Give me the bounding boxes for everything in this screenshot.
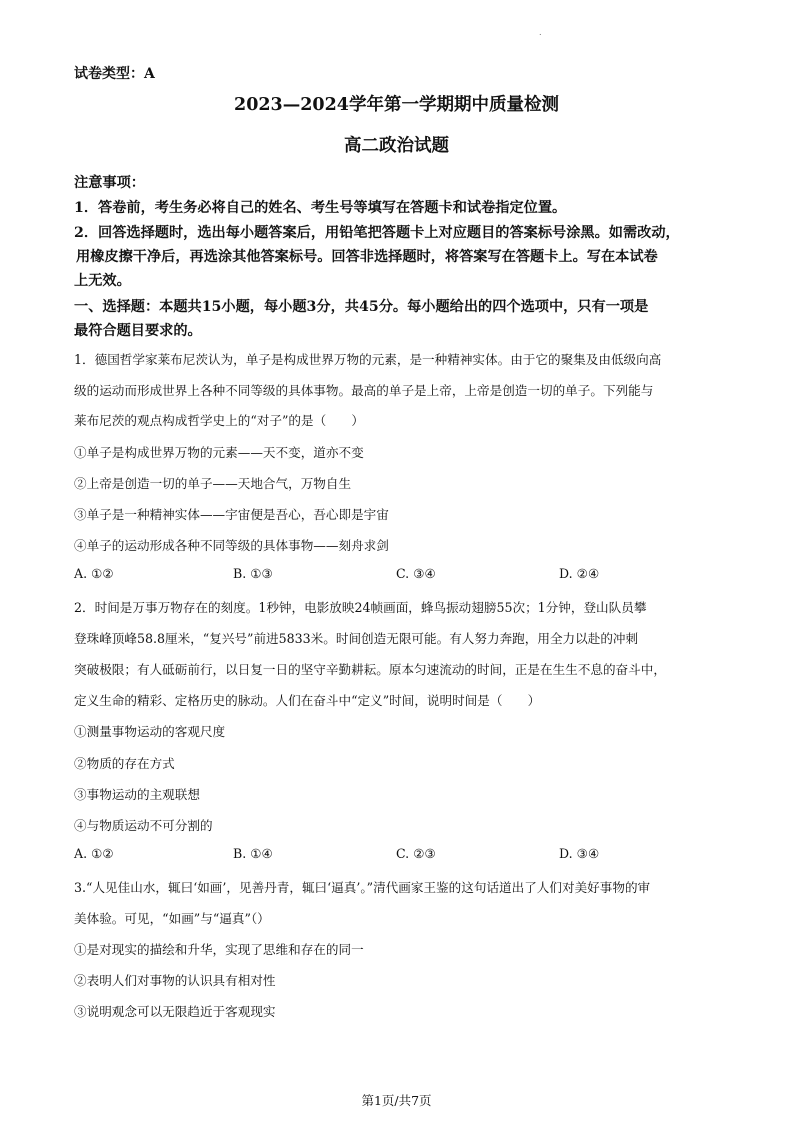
q2-item-2: ②物质的存在方式 — [74, 756, 175, 771]
q1-item-3: ③单子是一种精神实体——宇宙便是吾心，吾心即是宇宙 — [74, 507, 389, 522]
q3-item-2: ②表明人们对事物的认识具有相对性 — [74, 973, 276, 988]
q3-stem-1: 3.“人见佳山水，辄曰‘如画’，见善丹青，辄曰‘逼真’。”清代画家王鉴的这句话道出了人们对美好事物的审 — [74, 880, 651, 895]
q2-option-d: D. ③④ — [559, 846, 600, 861]
q3-item-1: ①是对现实的描绘和升华，实现了思维和存在的同一 — [74, 942, 364, 957]
section-heading-1: 一、选择题：本题共15小题，每小题3分，共45分。每小题给出的四个选项中，只有一项是 — [74, 299, 649, 315]
q2-stem-4: 定义生命的精彩、定格历史的脉动。人们在奋斗中“定义”时间，说明时间是（ ） — [74, 693, 541, 708]
q2-option-b: B. ①④ — [233, 846, 273, 861]
q2-item-1: ①测量事物运动的客观尺度 — [74, 724, 226, 739]
notes-line-2c: 上无效。 — [74, 273, 131, 289]
q2-stem-3: 突破极限；有人砥砺前行，以日复一日的坚守辛勤耕耘。原本匀速流动的时间，正是在生生不息的奋斗中， — [74, 662, 666, 677]
q2-item-3: ③事物运动的主观联想 — [74, 787, 200, 802]
q3-stem-2: 美体验。可见，“如画”与“逼真”（） — [74, 911, 270, 926]
q2-stem-2: 登珠峰顶峰58.8厘米，“复兴号”前进5833米。时间创造无限可能。有人努力奔跑，用全力以赴的冲刺 — [74, 631, 639, 646]
paper-type: 试卷类型：A — [74, 66, 155, 82]
q1-stem-2: 级的运动而形成世界上各种不同等级的具体事物。最高的单子是上帝，上帝是创造一切的单子。下列能与 — [74, 383, 654, 398]
q1-option-c: C. ③④ — [396, 566, 436, 581]
q1-item-2: ②上帝是创造一切的单子——天地合气，万物自生 — [74, 476, 352, 491]
notes-line-1: 1．答卷前，考生务必将自己的姓名、考生号等填写在答题卡和试卷指定位置。 — [74, 200, 567, 216]
q1-option-a: A. ①② — [74, 566, 114, 581]
q1-option-d: D. ②④ — [559, 566, 600, 581]
q1-stem-1: 1．德国哲学家莱布尼茨认为，单子是构成世界万物的元素，是一种精神实体。由于它的聚集及由低级向高 — [74, 352, 662, 367]
q1-option-b: B. ①③ — [233, 566, 273, 581]
q2-option-c: C. ②③ — [396, 846, 436, 861]
q1-stem-3: 莱布尼茨的观点构成哲学史上的“对子”的是（ ） — [74, 413, 364, 428]
notes-line-2b: 用橡皮擦干净后，再选涂其他答案标号。回答非选择题时，将答案写在答题卡上。写在本试卷 — [76, 249, 658, 265]
q1-item-4: ④单子的运动形成各种不同等级的具体事物——刻舟求剑 — [74, 538, 389, 553]
q2-stem-1: 2．时间是万事万物存在的刻度。1秒钟，电影放映24帧画面，蜂鸟振动翅膀55次；1分钟，登山队员攀 — [74, 600, 647, 615]
q2-item-4: ④与物质运动不可分割的 — [74, 818, 213, 833]
section-heading-2: 最符合题目要求的。 — [74, 323, 202, 339]
notes-heading: 注意事项： — [74, 175, 145, 191]
q3-item-3: ③说明观念可以无限趋近于客观现实 — [74, 1004, 276, 1019]
q1-item-1: ①单子是构成世界万物的元素——天不变，道亦不变 — [74, 445, 364, 460]
page-number: 第1页/共7页 — [361, 1093, 432, 1108]
exam-title: 2023—2024学年第一学期期中质量检测 — [234, 95, 559, 115]
exam-subtitle: 高二政治试题 — [344, 136, 449, 156]
notes-line-2a: 2．回答选择题时，选出每小题答案后，用铅笔把答题卡上对应题目的答案标号涂黑。如需改动， — [74, 225, 680, 241]
q2-option-a: A. ①② — [74, 846, 114, 861]
scan-dot: . — [539, 28, 542, 37]
